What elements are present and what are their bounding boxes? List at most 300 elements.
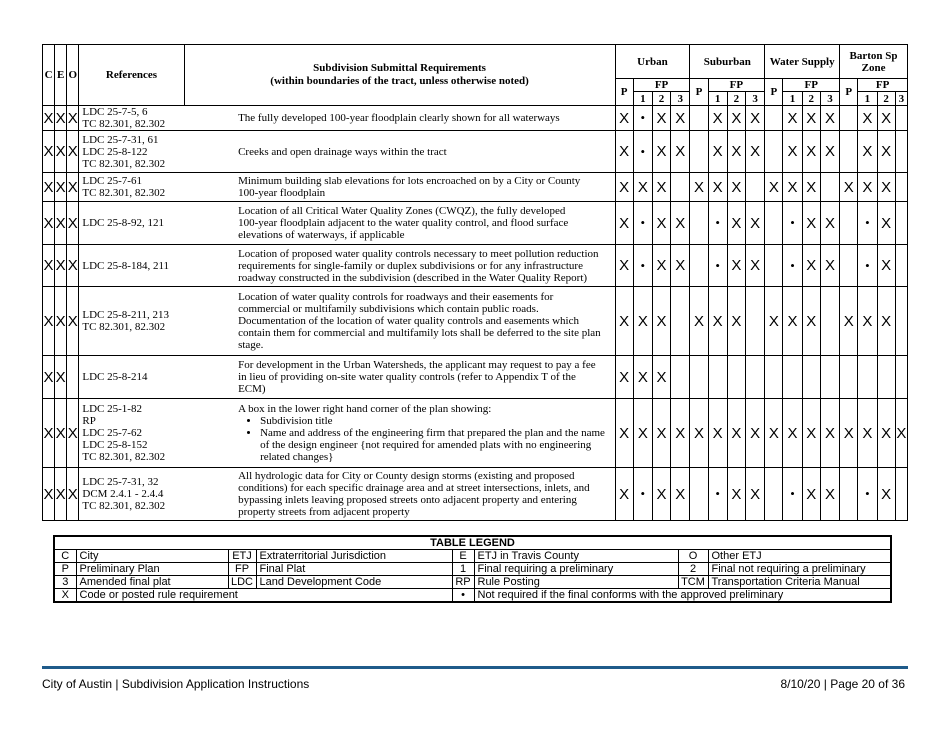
requirement-mark: X [615,202,633,245]
requirement-line: Location of proposed water quality controls necessary to meet pollution reduction [238,247,599,260]
requirement-mark: X [840,173,858,202]
requirement-mark: X [858,106,877,131]
requirement-mark: X [783,399,802,468]
requirement-line: in lieu of providing on-site water quality controls (refer to Appendix T of the [238,371,576,383]
requirement-mark: X [802,106,820,131]
requirement-mark [840,202,858,245]
requirement-mark [690,106,708,131]
requirement-mark: X [708,131,727,173]
e-mark: X [55,468,67,521]
requirement-mark: X [690,173,708,202]
requirement-line: requirements for single-family or duplex subdivisions or for any infrastructure [238,259,583,272]
requirement-mark: X [615,131,633,173]
requirement-mark: • [708,245,727,287]
requirement-mark [765,356,783,399]
legend-code: E [452,550,474,563]
header-c: C [43,45,55,106]
reference-line: TC 82.301, 82.302 [82,157,166,170]
requirement-mark: X [802,468,820,521]
requirement-line: Location of water quality controls for roadways and their easements for [238,291,554,303]
requirement-mark: X [615,106,633,131]
requirement-mark [895,245,907,287]
requirement-mark: X [615,287,633,356]
requirement-mark: X [633,356,652,399]
requirement-mark: X [858,131,877,173]
requirement-mark: X [745,131,764,173]
requirement-mark [690,202,708,245]
requirement-mark: • [858,202,877,245]
requirement-mark: X [745,468,764,521]
requirement-cell [184,245,615,287]
requirement-mark: X [615,468,633,521]
requirement-cell [184,202,615,245]
requirement-mark: X [690,399,708,468]
requirement-mark [802,356,820,399]
requirements-table-body [43,106,908,521]
requirement-mark [745,173,764,202]
requirement-mark [765,468,783,521]
header-e: E [55,45,67,106]
requirement-line: Creeks and open drainage ways within the tract [238,145,447,158]
reference-line: LDC 25-7-31, 61 [82,133,159,146]
legend-meaning: Extraterritorial Jurisdiction [256,550,452,563]
requirement-mark: X [840,287,858,356]
requirement-mark: X [895,399,907,468]
water-supply-p: P [765,79,783,106]
footer-page-number: 8/10/20 | Page 20 of 36 [780,677,905,691]
c-mark: X [43,245,55,287]
requirement-mark: X [652,106,670,131]
reference-line: LDC 25-8-211, 213 [82,309,170,321]
legend-meaning: Land Development Code [256,576,452,589]
requirement-mark: X [877,399,895,468]
requirement-mark: • [783,468,802,521]
c-mark: X [43,173,55,202]
legend-row [54,550,891,563]
reference-cell [79,356,184,399]
requirement-mark [745,287,764,356]
e-mark: X [55,287,67,356]
reference-line: LDC 25-7-31, 32 [82,476,159,488]
group-urban: Urban [615,45,690,79]
reference-line: RP [82,415,96,427]
requirement-mark: X [652,468,670,521]
legend-code: 3 [54,576,76,589]
requirement-mark: X [820,468,839,521]
requirement-mark: X [765,173,783,202]
requirement-mark: • [858,245,877,287]
requirement-mark: X [671,245,690,287]
c-mark: X [43,287,55,356]
legend-meaning: City [76,550,228,563]
requirement-mark [895,356,907,399]
requirement-mark: • [708,468,727,521]
requirement-mark [840,106,858,131]
requirement-mark: X [615,245,633,287]
requirement-cell [184,106,615,131]
e-mark: X [55,106,67,131]
water-supply-fp: FP [783,79,840,92]
requirement-mark: X [671,399,690,468]
e-mark: X [55,173,67,202]
requirement-mark: X [877,131,895,173]
table-row [43,287,908,356]
requirement-cell [184,468,615,521]
requirement-mark: X [802,131,820,173]
requirement-mark: • [633,106,652,131]
header-references: References [79,45,184,106]
table-row [43,468,908,521]
requirement-mark: X [858,173,877,202]
reference-line: LDC 25-7-62 [82,427,142,439]
requirement-mark [895,106,907,131]
legend-meaning: Amended final plat [76,576,228,589]
requirement-mark: X [671,202,690,245]
header-o: O [67,45,79,106]
urban-p: P [615,79,633,106]
o-mark: X [67,287,79,356]
legend-code: O [678,550,708,563]
requirement-mark: X [671,131,690,173]
requirement-bullets [238,415,608,463]
reference-line: LDC 25-7-61 [82,175,142,187]
c-mark: X [43,131,55,173]
requirement-mark: X [858,399,877,468]
reference-cell [79,173,184,202]
requirement-line: elevations of waterways, if applicable [238,229,405,241]
requirement-mark: • [783,202,802,245]
requirement-mark: X [783,106,802,131]
requirements-table-container [42,44,908,521]
requirement-line: 100-year floodplain adjacent to the water quality control, and flood surface [238,217,569,229]
requirement-mark [671,356,690,399]
suburban-p: P [690,79,708,106]
requirement-mark: X [652,131,670,173]
reference-cell [79,202,184,245]
requirement-mark: X [783,131,802,173]
requirement-mark [858,356,877,399]
requirement-mark: X [802,173,820,202]
requirement-mark [840,131,858,173]
requirement-line: bypassing inlets leaving proposed streets onto adjacent property and entering [238,494,577,506]
reference-line: LDC 25-8-184, 211 [82,259,170,272]
requirement-line: Location of all Critical Water Quality Zones (CWQZ), the fully developed [238,205,566,217]
requirement-mark: X [802,287,820,356]
legend-meaning: Not required if the final conforms with the approved preliminary [474,589,891,603]
e-mark: X [55,245,67,287]
o-mark: X [67,106,79,131]
o-mark: X [67,468,79,521]
requirement-mark [820,356,839,399]
barton-fp: FP [858,79,908,92]
barton-col-3: 3 [895,92,907,106]
requirement-mark [895,173,907,202]
requirement-mark [783,356,802,399]
requirement-mark: X [652,399,670,468]
requirements-table [42,44,908,521]
requirement-mark: X [745,202,764,245]
requirement-mark [690,356,708,399]
legend-code: 1 [452,563,474,576]
requirement-mark: X [727,399,745,468]
legend-meaning: Code or posted rule requirement [76,589,452,603]
requirement-mark: X [783,287,802,356]
requirement-mark: • [858,468,877,521]
urban-col-1: 1 [633,92,652,106]
requirement-mark: X [671,468,690,521]
requirement-mark: X [690,287,708,356]
legend-meaning: Final requiring a preliminary [474,563,678,576]
o-mark: X [67,399,79,468]
requirement-mark: X [877,245,895,287]
requirement-mark [895,131,907,173]
c-mark: X [43,399,55,468]
requirement-cell [184,131,615,173]
legend-row [54,576,891,589]
requirement-line: roadway constructed in the subdivision (described in the Water Quality Report) [238,271,588,284]
requirement-mark: • [633,131,652,173]
legend-row [54,563,891,576]
requirement-cell [184,356,615,399]
requirement-mark: X [727,131,745,173]
reference-line: LDC 25-8-92, 121 [82,217,164,229]
requirement-mark [690,245,708,287]
group-water-supply: Water Supply [765,45,840,79]
reference-cell [79,399,184,468]
requirement-intro: A box in the lower right hand corner of the plan showing: [238,403,492,415]
requirement-line: conditions) for each specific drainage area and at street intersections, inlets, and [238,482,590,494]
requirement-mark: X [802,202,820,245]
legend-title: TABLE LEGEND [54,536,891,550]
reference-line: TC 82.301, 82.302 [82,321,166,333]
requirement-mark: X [615,173,633,202]
requirement-cell [184,399,615,468]
legend-code: • [452,589,474,603]
requirement-mark [820,173,839,202]
barton-p: P [840,79,858,106]
legend-code: TCM [678,576,708,589]
requirement-mark: X [820,131,839,173]
legend-meaning: Rule Posting [474,576,678,589]
suburban-col-3: 3 [745,92,764,106]
water-supply-col-3: 3 [820,92,839,106]
requirement-mark [671,173,690,202]
requirement-mark [840,245,858,287]
requirement-cell [184,173,615,202]
e-mark: X [55,356,67,399]
suburban-col-1: 1 [708,92,727,106]
requirement-mark: X [727,202,745,245]
requirement-mark: X [765,287,783,356]
requirement-mark: X [820,202,839,245]
c-mark: X [43,468,55,521]
requirement-mark: X [708,106,727,131]
requirement-mark [820,287,839,356]
o-mark: X [67,131,79,173]
reference-line: TC 82.301, 82.302 [82,500,166,512]
requirement-mark: X [745,245,764,287]
requirement-mark: X [708,173,727,202]
table-row [43,399,908,468]
reference-cell [79,287,184,356]
legend-code: C [54,550,76,563]
e-mark: X [55,131,67,173]
requirement-mark: • [633,245,652,287]
footer-divider [42,666,908,669]
legend-code: 2 [678,563,708,576]
requirement-mark [895,468,907,521]
e-mark: X [55,202,67,245]
table-row [43,131,908,173]
o-mark: X [67,173,79,202]
o-mark [67,356,79,399]
reference-cell [79,131,184,173]
requirement-line: All hydrologic data for City or County design storms (existing and proposed [238,470,575,482]
legend-meaning: Other ETJ [708,550,891,563]
requirement-mark: • [708,202,727,245]
reference-line: LDC 25-1-82 [82,403,142,415]
requirement-mark: X [615,356,633,399]
requirement-mark: X [615,399,633,468]
requirement-mark [765,131,783,173]
legend-meaning: Preliminary Plan [76,563,228,576]
requirement-mark: X [840,399,858,468]
requirement-mark: X [727,106,745,131]
o-mark: X [67,202,79,245]
requirement-mark: X [877,173,895,202]
reference-cell [79,468,184,521]
legend-code: RP [452,576,474,589]
legend-meaning: Transportation Criteria Manual [708,576,891,589]
water-supply-col-1: 1 [783,92,802,106]
requirement-mark: X [652,173,670,202]
c-mark: X [43,106,55,131]
requirement-mark: X [745,399,764,468]
suburban-col-2: 2 [727,92,745,106]
reference-line: LDC 25-8-152 [82,439,148,451]
legend-code: ETJ [228,550,256,563]
requirement-mark: X [877,287,895,356]
requirement-mark [765,202,783,245]
e-mark: X [55,399,67,468]
requirement-mark [690,468,708,521]
table-row [43,202,908,245]
requirement-mark: X [820,106,839,131]
urban-fp: FP [633,79,690,92]
requirement-mark: X [802,399,820,468]
requirement-mark: • [633,202,652,245]
reference-line: LDC 25-8-122 [82,145,148,158]
requirement-mark: X [820,245,839,287]
table-row [43,245,908,287]
requirement-mark: X [727,173,745,202]
group-barton-sp-zone: Barton Sp Zone [840,45,908,79]
reference-cell [79,245,184,287]
footer-document-title: City of Austin | Subdivision Application Instructions [42,677,310,691]
requirement-mark [727,356,745,399]
requirement-mark: X [858,287,877,356]
requirement-mark [840,356,858,399]
requirement-line: Documentation of the location of water quality controls and easements which [238,315,579,327]
table-row [43,106,908,131]
legend-code: P [54,563,76,576]
requirement-mark: X [727,245,745,287]
requirement-mark [708,356,727,399]
legend-meaning: Final not requiring a preliminary [708,563,891,576]
table-row [43,356,908,399]
requirement-mark: X [633,173,652,202]
c-mark: X [43,202,55,245]
requirement-mark [745,356,764,399]
requirement-mark [895,202,907,245]
requirement-mark: • [783,245,802,287]
requirement-line: ECM) [238,383,266,395]
requirement-line: stage. [238,339,264,351]
requirement-mark: X [820,399,839,468]
requirement-bullet: • Subdivision title [260,415,608,427]
requirement-mark [840,468,858,521]
requirement-line: For development in the Urban Watersheds, the applicant may request to pay a fee [238,359,596,371]
requirement-cell [184,287,615,356]
requirement-mark: X [633,287,652,356]
requirement-mark: X [877,106,895,131]
legend-code: LDC [228,576,256,589]
o-mark: X [67,245,79,287]
requirement-mark [895,287,907,356]
suburban-fp: FP [708,79,765,92]
reference-line: TC 82.301, 82.302 [82,187,166,199]
requirement-mark: X [877,202,895,245]
header-requirements-subtitle: (within boundaries of the tract, unless otherwise noted) [270,75,529,87]
requirement-mark [765,245,783,287]
reference-cell [79,106,184,131]
requirement-line: The fully developed 100-year floodplain clearly shown for all waterways [238,112,560,124]
requirement-line: Minimum building slab elevations for lots encroached on by a City or County [238,175,581,187]
requirement-mark: X [708,399,727,468]
table-row [43,173,908,202]
urban-col-2: 2 [652,92,670,106]
requirement-mark [671,287,690,356]
requirement-mark [765,106,783,131]
legend-code: X [54,589,76,603]
barton-col-1: 1 [858,92,877,106]
requirement-bullet: • Name and address of the engineering firm that prepared the plan and the name of the design engineer {not required for amended plats with no engineering related changes} [260,427,608,463]
group-suburban: Suburban [690,45,765,79]
requirement-mark [877,356,895,399]
requirement-mark: X [652,356,670,399]
requirement-mark: X [633,399,652,468]
reference-line: LDC 25-7-5, 6 [82,106,148,118]
requirement-mark: • [633,468,652,521]
requirement-mark: X [727,468,745,521]
requirement-mark: X [652,287,670,356]
requirement-mark: X [652,245,670,287]
requirement-line: property streets from adjacent property [238,506,410,518]
legend-row [54,589,891,603]
requirement-mark: X [802,245,820,287]
requirement-mark: X [783,173,802,202]
reference-line: TC 82.301, 82.302 [82,118,166,130]
legend-code: FP [228,563,256,576]
urban-col-3: 3 [671,92,690,106]
requirement-mark: X [745,106,764,131]
requirement-mark: X [671,106,690,131]
requirement-line: 100-year floodplain [238,187,326,199]
water-supply-col-2: 2 [802,92,820,106]
reference-line: DCM 2.4.1 - 2.4.4 [82,488,164,500]
header-requirements-title: Subdivision Submittal Requirements [313,62,486,74]
requirement-mark [690,131,708,173]
